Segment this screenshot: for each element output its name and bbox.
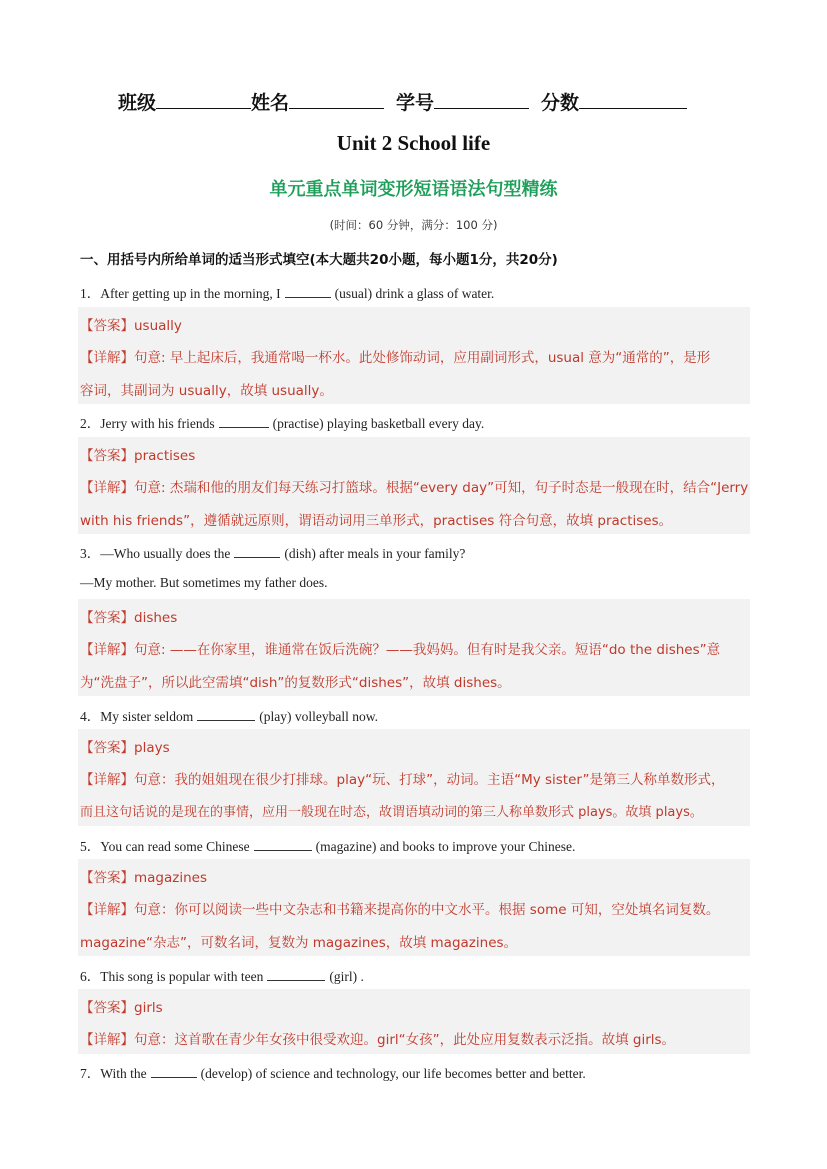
answer-blank[interactable] [219, 415, 269, 428]
answer-box-4 [78, 729, 750, 826]
question-3-reply: —My mother. But sometimes my father does. [80, 575, 328, 590]
detail-line: 【详解】句意: ——在你家里，谁通常在饭后洗碗？——我妈妈。但有时是我父亲。短语“do the dishes”意 [80, 642, 721, 658]
answer-box-1 [78, 307, 750, 404]
answer-box-3 [78, 599, 750, 696]
question-2: 2．Jerry with his friends (practise) playing basketball every day. [80, 416, 485, 431]
answer-line: 【答案】dishes [80, 610, 178, 626]
answer-blank[interactable] [197, 708, 255, 721]
score-blank[interactable] [579, 90, 687, 109]
number-label: 学号 [396, 92, 435, 114]
answer-line: 【答案】girls [80, 1000, 163, 1016]
answer-blank[interactable] [234, 545, 280, 558]
detail-line: 【详解】句意: 早上起床后，我通常喝一杯水。此处修饰动词，应用副词形式，usual 意为“通常的”，是形 [80, 350, 711, 366]
detail-line: 【详解】句意：我的姐姐现在很少打排球。play“玩、打球”，动词。主语“My sister”是第三人称单数形式， [80, 772, 725, 788]
class-blank[interactable] [156, 90, 251, 109]
detail-line: 【详解】句意：你可以阅读一些中文杂志和书籍来提高你的中文水平。根据 some 可知，空处填名词复数。 [80, 902, 720, 918]
page-subtitle: 单元重点单词变形短语语法句型精练 [269, 179, 558, 200]
student-info-line [118, 88, 687, 115]
question-7: 7．With the (develop) of science and technology, our life becomes better and better. [80, 1066, 586, 1081]
number-blank[interactable] [434, 90, 529, 109]
detail-line: 【详解】句意: 杰瑞和他的朋友们每天练习打篮球。根据“every day”可知，句子时态是一般现在时，结合“Jerry [80, 480, 749, 496]
detail-line: 为“洗盘子”，所以此空需填“dish”的复数形式“dishes”，故填 dishes。 [80, 675, 511, 691]
question-4: 4．My sister seldom (play) volleyball now. [80, 709, 378, 724]
answer-box-6 [78, 989, 750, 1054]
answer-line: 【答案】plays [80, 740, 170, 756]
answer-box-2 [78, 437, 750, 534]
answer-box-5 [78, 859, 750, 956]
section-heading: 一、用括号内所给单词的适当形式填空(本大题共20小题，每小题1分，共20分) [80, 252, 558, 268]
score-label: 分数 [541, 92, 580, 114]
answer-line: 【答案】practises [80, 448, 196, 464]
detail-line: magazine“杂志”，可数名词，复数为 magazines，故填 magazines。 [80, 935, 518, 951]
detail-line: with his friends”，遵循就远原则，谓语动词用三单形式，practises 符合句意，故填 practises。 [80, 513, 673, 529]
class-label: 班级 [118, 92, 157, 114]
answer-blank[interactable] [285, 285, 331, 298]
detail-line: 容词，其副词为 usually，故填 usually。 [80, 383, 333, 399]
question-6: 6．This song is popular with teen (girl) . [80, 969, 364, 984]
time-info: (时间：60 分钟，满分：100 分) [329, 218, 498, 232]
answer-line: 【答案】usually [80, 318, 182, 334]
name-label: 姓名 [251, 92, 290, 114]
detail-line: 而且这句话说的是现在的事情，应用一般现在时态，故谓语填动词的第三人称单数形式 plays。故填 plays。 [80, 805, 703, 820]
answer-blank[interactable] [254, 838, 312, 851]
answer-blank[interactable] [267, 968, 325, 981]
answer-line: 【答案】magazines [80, 870, 207, 886]
question-3: 3．—Who usually does the (dish) after meals in your family? [80, 546, 466, 561]
answer-blank[interactable] [151, 1065, 197, 1078]
page-title: Unit 2 School life [336, 131, 491, 155]
question-1: 1．After getting up in the morning, I (usual) drink a glass of water. [80, 286, 495, 301]
name-blank[interactable] [289, 90, 384, 109]
question-5: 5．You can read some Chinese (magazine) and books to improve your Chinese. [80, 839, 576, 854]
detail-line: 【详解】句意：这首歌在青少年女孩中很受欢迎。girl“女孩”，此处应用复数表示泛指。故填 girls。 [80, 1032, 676, 1048]
